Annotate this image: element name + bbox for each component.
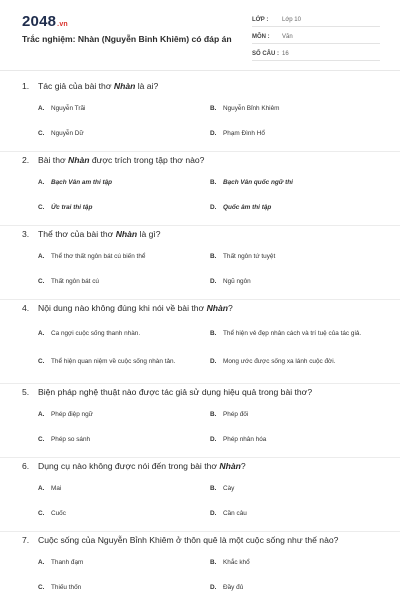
question-number: 2.: [22, 155, 30, 165]
question-item: [0, 78, 400, 152]
logo-suffix: .vn: [57, 21, 68, 28]
option-text: Thể hiện vẻ đẹp nhân cách và trí tuệ của tác giả.: [223, 329, 362, 337]
question-item: [0, 384, 400, 458]
option-letter: D.: [210, 203, 217, 211]
meta-value: 16: [282, 51, 289, 57]
answer-option[interactable]: [210, 249, 380, 263]
option-text: Phép nhân hóa: [223, 435, 267, 443]
answer-option[interactable]: [210, 101, 380, 115]
option-letter: B.: [210, 410, 217, 418]
option-letter: B.: [210, 178, 217, 186]
question-text-part: Bài thơ: [38, 155, 68, 165]
option-letter: A.: [38, 484, 45, 492]
option-text: Phép đối: [223, 410, 249, 418]
answer-option[interactable]: [38, 200, 188, 214]
answer-option[interactable]: [38, 274, 188, 288]
answer-option[interactable]: [38, 506, 188, 520]
option-text: Ca ngợi cuộc sống thanh nhàn.: [51, 329, 141, 337]
option-text: Phép điệp ngữ: [51, 410, 93, 418]
question-number: 1.: [22, 81, 30, 91]
option-text: Cần câu: [223, 509, 247, 517]
question-text: [22, 300, 233, 316]
question-text-part: Dụng cụ nào không được nói đến trong bài thơ: [38, 461, 220, 471]
option-text: Ức trai thi tập: [51, 203, 93, 211]
option-letter: A.: [38, 329, 45, 337]
question-text: [22, 384, 312, 400]
meta-key: MÔN :: [252, 34, 270, 40]
answer-option[interactable]: [38, 322, 188, 344]
question-emphasis: Nhàn: [115, 229, 138, 239]
option-text: Thất ngôn bát cú: [51, 277, 99, 285]
option-letter: C.: [38, 509, 45, 517]
question-text: [22, 78, 158, 94]
question-emphasis: Nhàn: [113, 81, 136, 91]
question-item: [0, 532, 400, 600]
meta-key: SỐ CÂU :: [252, 51, 279, 57]
answer-option[interactable]: [210, 200, 380, 214]
answer-option[interactable]: [210, 506, 380, 520]
question-text: [22, 532, 338, 548]
logo-main: 2048: [22, 13, 57, 30]
option-letter: A.: [38, 558, 45, 566]
question-text-part: ?: [228, 303, 233, 313]
option-letter: B.: [210, 558, 217, 566]
option-letter: C.: [38, 435, 45, 443]
meta-row-class: [252, 14, 380, 27]
meta-value: Lớp 10: [282, 17, 301, 23]
option-text: Nguyễn Bỉnh Khiêm: [223, 104, 280, 112]
option-letter: A.: [38, 252, 45, 260]
option-letter: C.: [38, 203, 45, 211]
option-text: Thất ngôn tứ tuyệt: [223, 252, 276, 260]
site-logo[interactable]: [22, 13, 68, 30]
answer-option[interactable]: [210, 274, 380, 288]
option-letter: C.: [38, 583, 45, 591]
option-text: Bạch Vân quốc ngữ thi: [223, 178, 293, 186]
option-text: Nguyễn Trãi: [51, 104, 86, 112]
question-text: [22, 152, 204, 168]
answer-option[interactable]: [210, 175, 380, 189]
question-text-part: là ai?: [135, 81, 159, 91]
option-text: Mong ước được sống xa lánh cuộc đời.: [223, 357, 336, 365]
question-item: [0, 458, 400, 532]
answer-option[interactable]: [210, 432, 380, 446]
question-item: [0, 226, 400, 300]
option-text: Thiếu thốn: [51, 583, 82, 591]
answer-option[interactable]: [38, 175, 188, 189]
option-text: Thể thơ thất ngôn bát cú biến thể: [51, 252, 146, 260]
question-text-part: được trích trong tập thơ nào?: [89, 155, 205, 165]
question-text-part: Cuộc sống của Nguyễn Bỉnh Khiêm ở thôn quê là một cuộc sống như thế nào?: [38, 535, 339, 545]
option-letter: D.: [210, 583, 217, 591]
meta-row-count: [252, 48, 380, 61]
option-text: Phép so sánh: [51, 435, 91, 443]
option-text: Cày: [223, 484, 235, 492]
answer-option[interactable]: [210, 481, 380, 495]
header-divider: [0, 70, 400, 71]
answer-option[interactable]: [38, 126, 188, 140]
option-text: Phạm Đình Hổ: [223, 129, 265, 137]
quiz-title: Trắc nghiệm: Nhàn (Nguyễn Bỉnh Khiêm) có đáp án: [22, 34, 232, 44]
option-letter: D.: [210, 129, 217, 137]
question-emphasis: Nhàn: [68, 155, 90, 165]
option-text: Khắc khổ: [223, 558, 250, 566]
option-letter: B.: [210, 329, 217, 337]
question-text: [22, 226, 161, 242]
option-text: Thanh đạm: [51, 558, 84, 566]
question-number: 4.: [22, 303, 30, 313]
question-text: [22, 458, 246, 474]
question-item: [0, 152, 400, 226]
meta-value: Văn: [282, 34, 293, 40]
option-text: Đầy đủ: [223, 583, 244, 591]
option-letter: A.: [38, 410, 45, 418]
answer-option[interactable]: [38, 481, 188, 495]
option-text: Cuốc: [51, 509, 66, 517]
question-text-part: Nội dung nào không đúng khi nói về bài thơ: [38, 303, 207, 313]
option-text: Mai: [51, 484, 62, 492]
question-number: 7.: [22, 535, 30, 545]
answer-option[interactable]: [38, 350, 188, 372]
option-letter: A.: [38, 104, 45, 112]
question-list: [0, 78, 400, 600]
option-letter: D.: [210, 435, 217, 443]
question-item: [0, 300, 400, 384]
question-text-part: là gì?: [137, 229, 161, 239]
option-letter: B.: [210, 484, 217, 492]
question-number: 6.: [22, 461, 30, 471]
answer-option[interactable]: [210, 322, 380, 344]
answer-option[interactable]: [210, 407, 380, 421]
question-text-part: Thể thơ của bài thơ: [38, 229, 116, 239]
option-text: Nguyễn Dữ: [51, 129, 84, 137]
question-text-part: ?: [240, 461, 246, 471]
answer-option[interactable]: [38, 555, 188, 569]
question-emphasis: Nhàn: [206, 303, 229, 313]
option-letter: C.: [38, 357, 45, 365]
question-number: 3.: [22, 229, 30, 239]
question-text-part: Biện pháp nghệ thuật nào được tác giả sử dụng hiệu quả trong bài thơ?: [38, 387, 313, 397]
option-letter: D.: [210, 357, 217, 365]
meta-row-subject: [252, 31, 380, 44]
option-letter: C.: [38, 129, 45, 137]
answer-option[interactable]: [210, 555, 380, 569]
answer-option[interactable]: [38, 580, 188, 594]
page-header: [0, 0, 400, 66]
question-number: 5.: [22, 387, 30, 397]
option-text: Quốc âm thi tập: [223, 203, 272, 211]
option-letter: D.: [210, 277, 217, 285]
option-text: Thể hiện quan niệm về cuộc sống nhàn tản.: [51, 357, 176, 365]
option-letter: D.: [210, 509, 217, 517]
option-text: Ngũ ngôn: [223, 277, 251, 285]
option-text: Bạch Vân am thi tập: [51, 178, 113, 186]
answer-option[interactable]: [210, 126, 380, 140]
meta-key: LỚP :: [252, 17, 269, 23]
option-letter: A.: [38, 178, 45, 186]
option-letter: B.: [210, 104, 217, 112]
answer-option[interactable]: [38, 101, 188, 115]
answer-option[interactable]: [38, 432, 188, 446]
quiz-meta: [252, 14, 380, 65]
answer-option[interactable]: [38, 407, 188, 421]
question-emphasis: Nhàn: [219, 461, 241, 471]
option-letter: B.: [210, 252, 217, 260]
question-text-part: Tác giả của bài thơ: [38, 81, 114, 91]
option-letter: C.: [38, 277, 45, 285]
answer-option[interactable]: [38, 249, 188, 263]
answer-option[interactable]: [210, 580, 380, 594]
answer-option[interactable]: [210, 350, 380, 372]
